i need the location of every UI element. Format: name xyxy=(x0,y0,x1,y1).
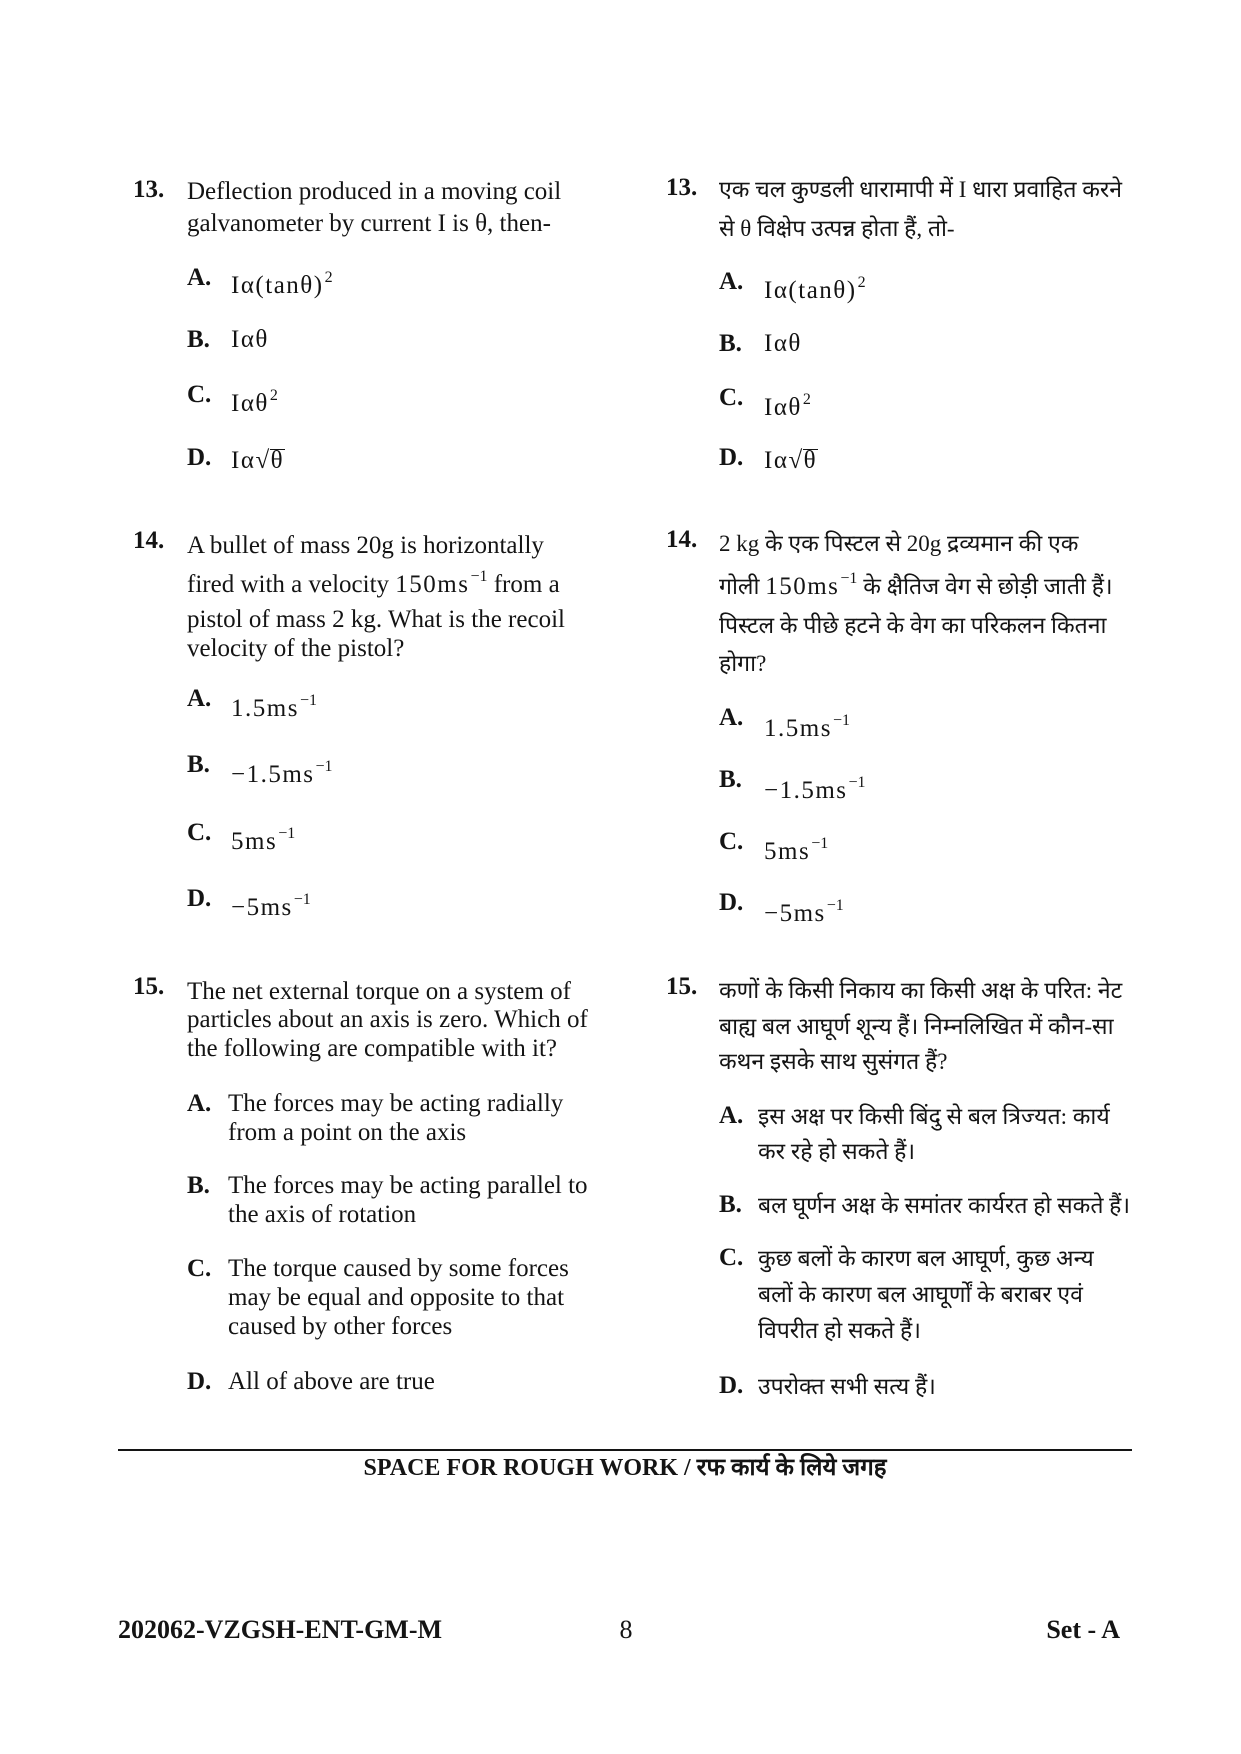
option-d-formula xyxy=(764,899,844,932)
option-b-label: B. xyxy=(719,330,742,357)
option-b-label: B. xyxy=(187,751,210,778)
option-c-label: C. xyxy=(187,819,212,846)
question-text-line: कणों के किसी निकाय का किसी अक्ष के परित: नेट xyxy=(719,978,1123,1003)
question-text-line: कथन इसके साथ सुसंगत हैं? xyxy=(719,1049,948,1074)
radicand: θ xyxy=(270,447,285,474)
option-b-label: B. xyxy=(187,326,210,353)
formula-base: −1.5ms xyxy=(764,777,848,804)
question-text-line: एक चल कुण्डली धारामापी में I धारा प्रवाहित करने xyxy=(719,177,1123,202)
english-question-13 xyxy=(133,175,593,475)
formula-base: Iαθ xyxy=(764,330,802,357)
question-text-line xyxy=(719,572,1113,605)
option-c-formula xyxy=(231,389,278,422)
option-c-label: C. xyxy=(187,381,212,408)
rough-work-divider xyxy=(118,1449,1132,1451)
paper-code: 202062-VZGSH-ENT-GM-M xyxy=(118,1615,443,1644)
option-a-label: A. xyxy=(187,264,212,291)
text-segment: के क्षैतिज वेग से छोड़ी जाती हैं। xyxy=(857,574,1113,599)
option-b-label: B. xyxy=(719,766,742,793)
option-text-line: बल घूर्णन अक्ष के समांतर कार्यरत हो सकते हैं। xyxy=(758,1193,1131,1218)
option-b-label: B. xyxy=(187,1172,210,1199)
option-d-label: D. xyxy=(187,1368,212,1395)
option-d-label: D. xyxy=(719,1372,744,1399)
formula-base: 1.5ms xyxy=(764,715,832,742)
formula-exponent: −1 xyxy=(848,774,866,791)
page-number: 8 xyxy=(619,1615,633,1644)
formula-exponent: −1 xyxy=(315,758,333,775)
option-d-formula xyxy=(231,446,285,476)
hindi-question-13 xyxy=(666,173,1136,473)
formula-exponent: −1 xyxy=(278,825,296,842)
option-b-formula xyxy=(764,776,866,809)
option-c-label: C. xyxy=(187,1255,212,1282)
radicand: θ xyxy=(803,447,818,474)
formula-base: Iαθ xyxy=(231,326,269,353)
question-text-line: A bullet of mass 20g is horizontally xyxy=(187,532,544,559)
english-question-14 xyxy=(133,526,593,926)
option-b-formula xyxy=(231,325,269,355)
option-a-formula xyxy=(764,714,850,747)
option-text-line: The forces may be acting parallel to xyxy=(228,1172,588,1199)
text-segment: गोली xyxy=(719,574,766,599)
formula-exponent: −1 xyxy=(826,897,844,914)
text-segment: from a xyxy=(487,571,560,598)
set-label: Set - A xyxy=(1046,1615,1120,1644)
formula-base: 5ms xyxy=(231,828,278,855)
rough-work-label: SPACE FOR ROUGH WORK / रफ कार्य के लिये जगह xyxy=(363,1455,887,1481)
option-text-line: may be equal and opposite to that xyxy=(228,1284,565,1311)
radical-sign: √ xyxy=(788,447,804,474)
option-text-line: इस अक्ष पर किसी बिंदु से बल त्रिज्यत: कार्य xyxy=(758,1104,1110,1129)
option-b-label: B. xyxy=(719,1191,742,1218)
formula-exponent: −1 xyxy=(832,712,850,729)
text-segment: fired with a velocity xyxy=(187,571,396,598)
option-text-line: कर रहे हो सकते हैं। xyxy=(758,1139,916,1164)
question-text-line xyxy=(187,570,560,603)
velocity-value: 150ms xyxy=(395,571,470,598)
option-d-formula xyxy=(764,446,818,476)
option-a-formula xyxy=(764,276,866,309)
option-c-formula xyxy=(231,827,295,860)
english-question-15 xyxy=(133,972,593,1402)
option-text-line: The forces may be acting radially xyxy=(228,1090,564,1117)
unit-exponent: −1 xyxy=(840,570,858,587)
formula-base: Iαθ xyxy=(764,394,802,421)
option-c-text xyxy=(758,1241,1094,1349)
formula-base: 5ms xyxy=(764,838,811,865)
question-text-line: से θ विक्षेप उत्पन्न होता हैं, तो- xyxy=(719,216,955,241)
formula-exponent: 2 xyxy=(857,274,866,291)
formula-base: −5ms xyxy=(231,894,293,921)
option-a-text xyxy=(228,1089,563,1147)
question-text-line: velocity of the pistol? xyxy=(187,635,405,662)
option-c-label: C. xyxy=(719,828,744,855)
option-d-label: D. xyxy=(187,885,212,912)
option-text-line: बलों के कारण बल आघूर्णों के बराबर एवं xyxy=(758,1282,1083,1307)
question-number: 14. xyxy=(666,526,698,553)
question-text-line: होगा? xyxy=(719,651,767,676)
question-text-line: पिस्टल के पीछे हटने के वेग का परिकलन कितना xyxy=(719,613,1107,638)
option-a-formula xyxy=(231,271,333,304)
question-text-line: galvanometer by current I is θ, then- xyxy=(187,210,551,237)
option-c-formula xyxy=(764,837,828,870)
option-text-line: उपरोक्त सभी सत्य हैं। xyxy=(758,1374,936,1399)
option-c-label: C. xyxy=(719,384,744,411)
question-text-line: Deflection produced in a moving coil xyxy=(187,178,562,205)
option-text-line: कुछ बलों के कारण बल आघूर्ण, कुछ अन्य xyxy=(758,1246,1094,1271)
option-c-text xyxy=(228,1254,569,1341)
option-c-formula xyxy=(764,393,811,426)
option-a-label: A. xyxy=(187,685,212,712)
option-text-line: The torque caused by some forces xyxy=(228,1255,569,1282)
formula-exponent: −1 xyxy=(811,835,829,852)
formula-exponent: −1 xyxy=(293,891,311,908)
question-text-line: the following are compatible with it? xyxy=(187,1035,558,1062)
question-text-line: बाह्य बल आघूर्ण शून्य हैं। निम्नलिखित में कौन-सा xyxy=(719,1014,1114,1039)
option-text-line: विपरीत हो सकते हैं। xyxy=(758,1318,921,1343)
formula-base: −5ms xyxy=(764,900,826,927)
formula-base: −1.5ms xyxy=(231,761,315,788)
hindi-question-15 xyxy=(666,972,1136,1402)
formula-exponent: 2 xyxy=(269,387,278,404)
formula-base: Iαθ xyxy=(231,390,269,417)
option-d-formula xyxy=(231,893,311,926)
question-number: 13. xyxy=(666,174,698,201)
formula-exponent: 2 xyxy=(324,269,333,286)
question-number: 14. xyxy=(133,527,165,554)
option-d-text xyxy=(758,1369,936,1404)
question-text-line: pistol of mass 2 kg. What is the recoil xyxy=(187,606,565,633)
radical-sign: √ xyxy=(255,447,271,474)
option-d-text xyxy=(228,1367,435,1396)
option-text-line: from a point on the axis xyxy=(228,1119,467,1146)
formula-exponent: 2 xyxy=(802,391,811,408)
option-a-label: A. xyxy=(719,704,744,731)
formula-base: Iα xyxy=(764,447,789,474)
option-b-text xyxy=(228,1171,588,1229)
option-text-line: All of above are true xyxy=(228,1368,435,1395)
question-number: 13. xyxy=(133,176,165,203)
option-a-label: A. xyxy=(719,1102,744,1129)
velocity-value: 150ms xyxy=(765,573,840,600)
question-number: 15. xyxy=(133,973,165,1000)
option-a-text xyxy=(758,1099,1110,1169)
question-number: 15. xyxy=(666,973,698,1000)
option-b-formula xyxy=(764,329,802,359)
option-d-label: D. xyxy=(187,444,212,471)
question-text-line: The net external torque on a system of xyxy=(187,978,571,1005)
hindi-question-14 xyxy=(666,525,1136,935)
question-text-line: particles about an axis is zero. Which of xyxy=(187,1006,588,1033)
option-a-label: A. xyxy=(719,268,744,295)
question-text-line: 2 kg के एक पिस्टल से 20g द्रव्यमान की एक xyxy=(719,531,1079,556)
formula-base: 1.5ms xyxy=(231,695,299,722)
option-b-text xyxy=(758,1188,1130,1223)
option-text-line: the axis of rotation xyxy=(228,1201,417,1228)
option-text-line: caused by other forces xyxy=(228,1313,453,1340)
formula-base: Iα xyxy=(231,447,256,474)
option-c-label: C. xyxy=(719,1244,744,1271)
option-d-label: D. xyxy=(719,889,744,916)
formula-base: Iα(tanθ) xyxy=(764,277,857,304)
option-a-label: A. xyxy=(187,1090,212,1117)
unit-exponent: −1 xyxy=(470,568,488,585)
option-b-formula xyxy=(231,760,333,793)
option-a-formula xyxy=(231,694,317,727)
formula-exponent: −1 xyxy=(299,692,317,709)
option-d-label: D. xyxy=(719,444,744,471)
formula-base: Iα(tanθ) xyxy=(231,272,324,299)
